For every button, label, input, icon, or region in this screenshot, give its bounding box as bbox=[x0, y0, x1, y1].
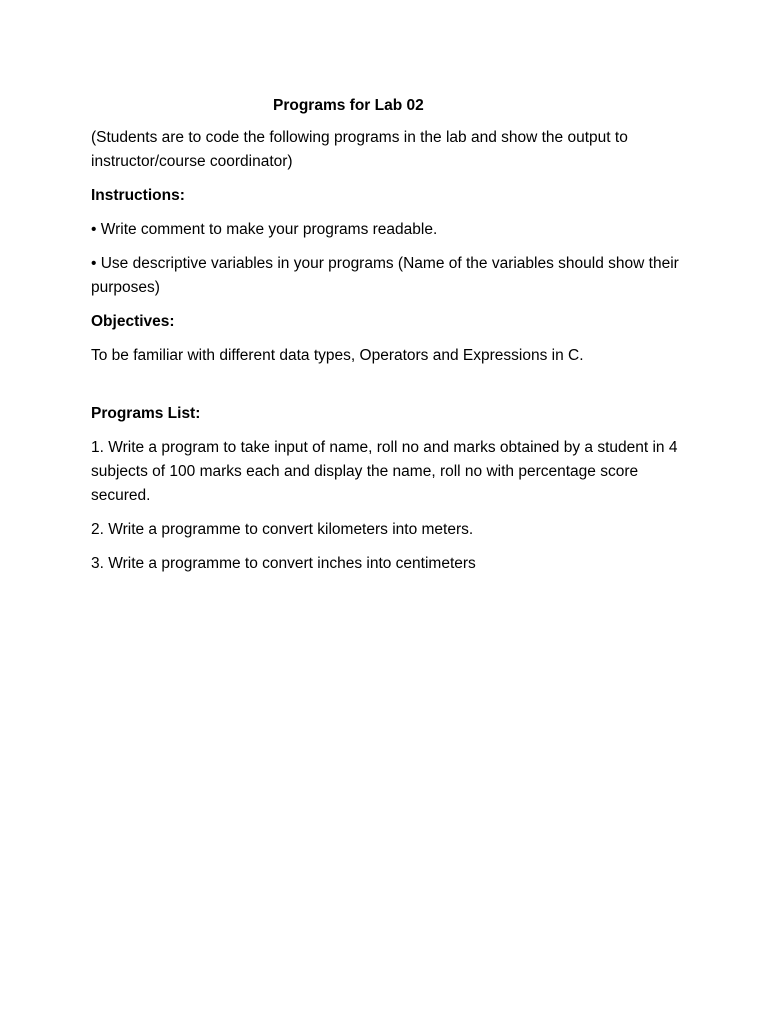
objectives-text: To be familiar with different data types, Operators and Expressions in C. bbox=[91, 347, 584, 364]
instruction-item: • Write comment to make your programs readable. bbox=[91, 221, 438, 238]
instruction-item: • Use descriptive variables in your programs (Name of the variables should show their purposes) bbox=[91, 255, 679, 296]
instructions-heading: Instructions: bbox=[91, 187, 185, 204]
program-item: 2. Write a programme to convert kilometers into meters. bbox=[91, 521, 474, 538]
intro-text: (Students are to code the following programs in the lab and show the output to instructor/course coordinator) bbox=[91, 129, 628, 170]
program-item: 3. Write a programme to convert inches into centimeters bbox=[91, 555, 476, 572]
objectives-heading: Objectives: bbox=[91, 313, 175, 330]
programs-heading: Programs List: bbox=[91, 405, 201, 422]
blank-line bbox=[91, 378, 681, 402]
program-item: 1. Write a program to take input of name, roll no and marks obtained by a student in 4 subjects of 100 marks each and display the name, roll no with percentage score secured. bbox=[91, 439, 678, 504]
document-title: Programs for Lab 02 bbox=[273, 97, 424, 114]
document-content bbox=[91, 96, 681, 586]
